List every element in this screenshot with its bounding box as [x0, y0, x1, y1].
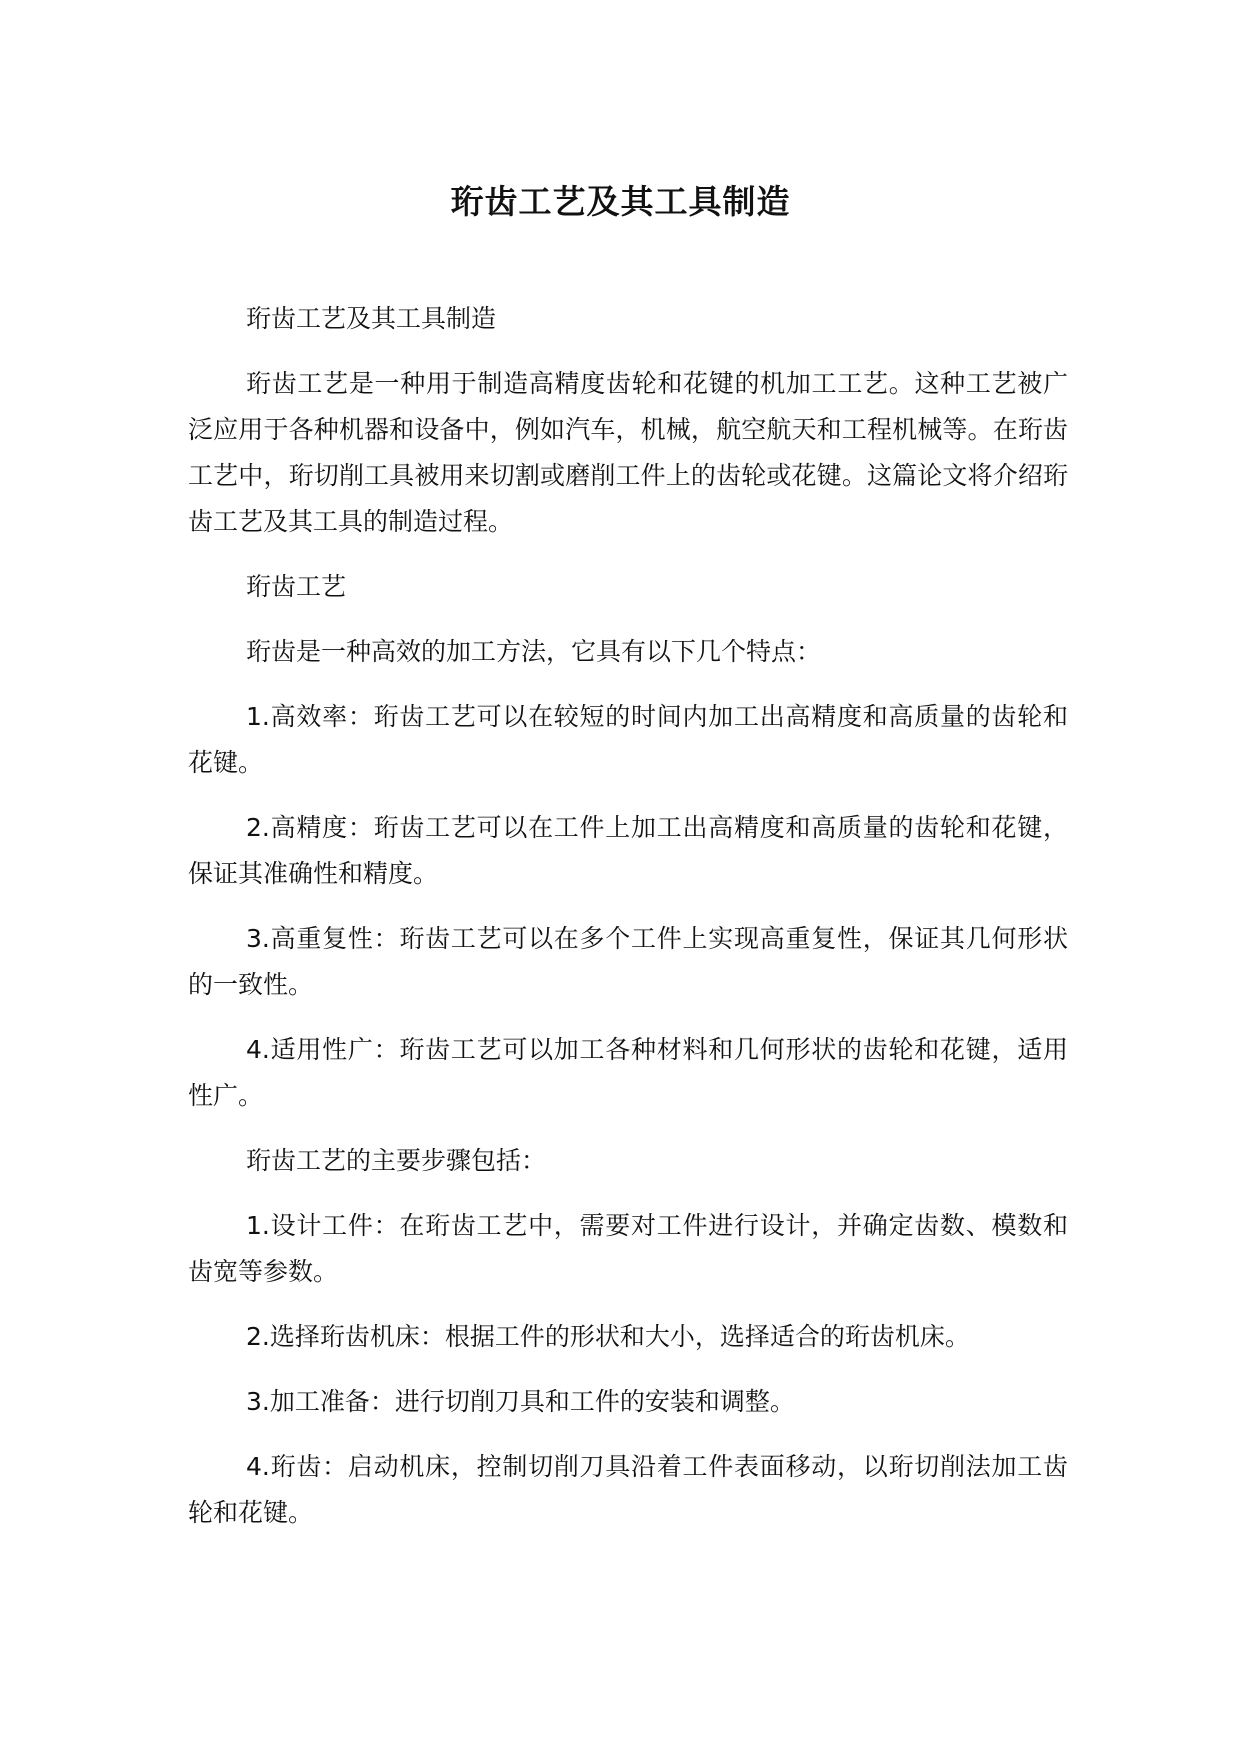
- paragraph-subtitle: 珩齿工艺及其工具制造: [246, 304, 497, 333]
- document-body: [188, 296, 1068, 1555]
- paragraph-feature-3: 3.高重复性：珩齿工艺可以在多个工件上实现高重复性，保证其几何形状的一致性。: [188, 924, 1068, 999]
- paragraph-steps-lead: 珩齿工艺的主要步骤包括：: [246, 1146, 547, 1175]
- document-title: 珩齿工艺及其工具制造: [450, 182, 791, 221]
- paragraph-step-1: 1.设计工件：在珩齿工艺中，需要对工件进行设计，并确定齿数、模数和齿宽等参数。: [188, 1211, 1068, 1286]
- paragraph-feature-4: 4.适用性广：珩齿工艺可以加工各种材料和几何形状的齿轮和花键，适用性广。: [188, 1035, 1068, 1110]
- paragraph-step-2: 2.选择珩齿机床：根据工件的形状和大小，选择适合的珩齿机床。: [246, 1322, 970, 1351]
- paragraph-section-heading: 珩齿工艺: [246, 572, 347, 601]
- paragraph-feature-1: 1.高效率：珩齿工艺可以在较短的时间内加工出高精度和高质量的齿轮和花键。: [188, 702, 1068, 777]
- paragraph-feature-2: 2.高精度：珩齿工艺可以在工件上加工出高精度和高质量的齿轮和花键，保证其准确性和精度。: [188, 813, 1068, 888]
- paragraph-step-3: 3.加工准备：进行切削刀具和工件的安装和调整。: [246, 1387, 795, 1416]
- paragraph-step-4: 4.珩齿：启动机床，控制切削刀具沿着工件表面移动，以珩切削法加工齿轮和花键。: [188, 1452, 1068, 1527]
- paragraph-intro: 珩齿工艺是一种用于制造高精度齿轮和花键的机加工工艺。这种工艺被广泛应用于各种机器和设备中，例如汽车，机械，航空航天和工程机械等。在珩齿工艺中，珩切削工具被用来切割或磨削工件上的齿轮或花键。这篇论文将介绍珩齿工艺及其工具的制造过程。: [188, 369, 1068, 536]
- paragraph-features-lead: 珩齿是一种高效的加工方法，它具有以下几个特点：: [246, 637, 822, 666]
